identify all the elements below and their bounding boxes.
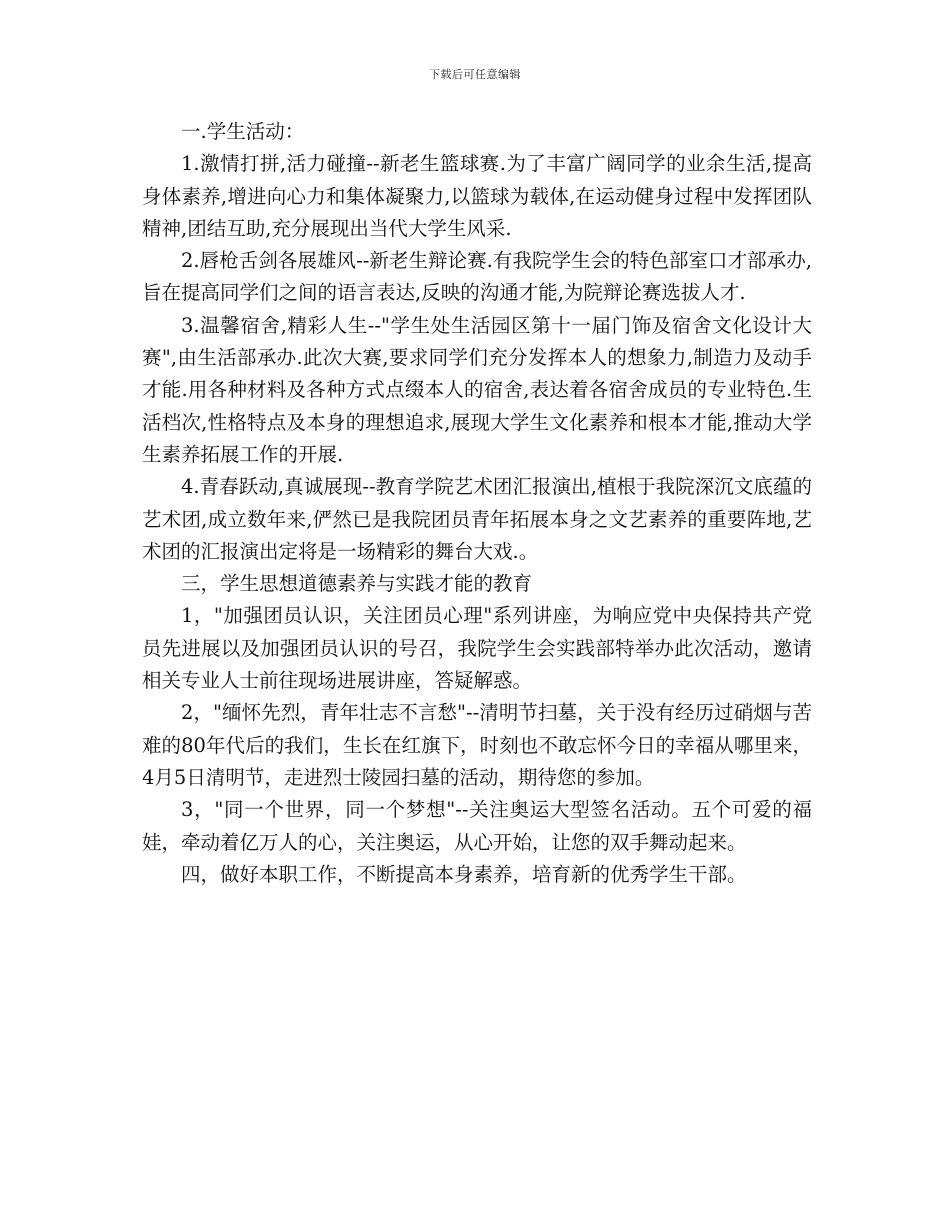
- paragraph-dormitory: 3.温馨宿舍,精彩人生--"学生处生活园区第十一届门饰及宿舍文化设计大赛",由生活部承办.此次大赛,要求同学们充分发挥本人的想象力,制造力及动手才能.用各种材料及各种方式点缀本人的宿舍,表达着各宿舍成员的专业特色.生活档次,性格特点及本身的理想追求,展现大学生文化素养和根本才能,推动大学生素养拓展工作的开展.: [142, 313, 812, 466]
- paragraph-debate: 2.唇枪舌剑各展雄风--新老生辩论赛.有我院学生会的特色部室口才部承办,旨在提高同学们之间的语言表达,反映的沟通才能,为院辩论赛选拔人才.: [142, 249, 812, 305]
- paragraph-basketball: 1.激情打拼,活力碰撞--新老生篮球赛.为了丰富广阔同学的业余生活,提高身体素养,增进向心力和集体凝聚力,以篮球为载体,在运动健身过程中发挥团队精神,团结互助,充分展现出当代大学生风采.: [142, 152, 812, 240]
- header-note: 下载后可任意编辑: [429, 68, 521, 81]
- section-heading-duties: 四，做好本职工作，不断提高本身素养，培育新的优秀学生干部。: [181, 862, 747, 886]
- paragraph-tomb-sweeping: 2，"缅怀先烈，青年壮志不言愁"--清明节扫墓，关于没有经历过硝烟与苦难的80年代后的我们，生长在红旗下，时刻也不敢忘怀今日的幸福从哪里来，4月5日清明节，走进烈士陵园扫墓的活动，期待您的参加。: [142, 701, 812, 789]
- paragraph-art-troupe: 4.青春跃动,真诚展现--教育学院艺术团汇报演出,植根于我院深沉文底蕴的艺术团,成立数年来,俨然已是我院团员青年拓展本身之文艺素养的重要阵地,艺术团的汇报演出定将是一场精彩的舞台大戏.。: [142, 475, 812, 563]
- paragraph-lectures: 1，"加强团员认识，关注团员心理"系列讲座，为响应党中央保持共产党员先进展以及加强团员认识的号召，我院学生会实践部特举办此次活动，邀请相关专业人士前往现场进展讲座，答疑解惑。: [142, 604, 812, 693]
- section-heading-moral-education: 三，学生思想道德素养与实践才能的教育: [181, 572, 533, 596]
- paragraph-olympics: 3，"同一个世界，同一个梦想"--关注奥运大型签名活动。五个可爱的福娃，牵动着亿万人的心，关注奥运，从心开始，让您的双手舞动起来。: [142, 798, 812, 854]
- section-heading-activities: 一.学生活动：: [181, 120, 305, 143]
- document-body: [142, 116, 812, 891]
